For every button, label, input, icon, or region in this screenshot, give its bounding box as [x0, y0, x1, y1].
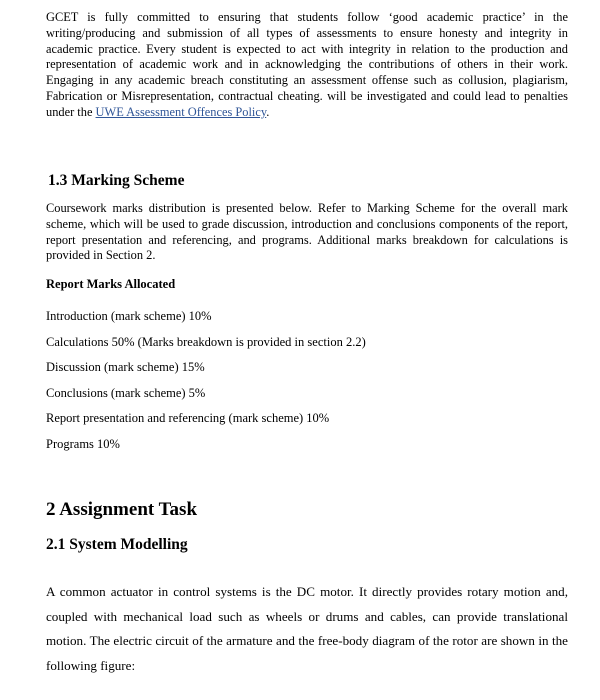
- marks-item-discussion: Discussion (mark scheme) 15%: [46, 360, 205, 375]
- marking-scheme-heading: 1.3 Marking Scheme: [48, 172, 185, 189]
- marks-list: [46, 306, 366, 460]
- dc-motor-paragraph: A common actuator in control systems is the DC motor. It directly provides rotary motion and, coupled with mechanical load such as wheels or drums and cables, can provide translational motion. The electric circuit of the armature and the free-body diagram of the rotor are shown in the following figure:: [46, 584, 568, 673]
- marking-scheme-intro: Coursework marks distribution is presented below. Refer to Marking Scheme for the overall mark scheme, which will be used to grade discussion, introduction and conclusions components of the report, report presentation and referencing, and programs. Additional marks breakdown for calculations is provided in Section 2.: [46, 201, 568, 263]
- uwe-policy-link[interactable]: UWE Assessment Offences Policy: [95, 104, 267, 119]
- marks-item-programs: Programs 10%: [46, 436, 120, 451]
- marks-item-conclusions: Conclusions (mark scheme) 5%: [46, 385, 206, 400]
- academic-practice-end: .: [266, 104, 270, 119]
- assignment-task-heading: 2 Assignment Task: [46, 499, 198, 520]
- academic-practice-paragraph: [46, 10, 568, 121]
- system-modelling-heading: 2.1 System Modelling: [46, 536, 188, 553]
- report-marks-title: Report Marks Allocated: [46, 277, 176, 291]
- marks-item-calculations: Calculations 50% (Marks breakdown is provided in section 2.2): [46, 334, 366, 349]
- marks-item-introduction: Introduction (mark scheme) 10%: [46, 309, 212, 323]
- marks-item-presentation: Report presentation and referencing (mark scheme) 10%: [46, 411, 330, 426]
- academic-practice-text: GCET is fully committed to ensuring that students follow ‘good academic practice’ in the writing/producing and submission of all types of assessments to ensure honesty and integrity in academic practice. Every student is expected to act with integrity in relation to the production and representation of academic work and in acknowledging the contributions of others in their work. Engaging in any academic breach constituting an assessment offense such as collusion, plagiarism, Fabrication or Misrepresentation, contractual cheating. will be investigated and could lead to penalties under the: [46, 10, 568, 119]
